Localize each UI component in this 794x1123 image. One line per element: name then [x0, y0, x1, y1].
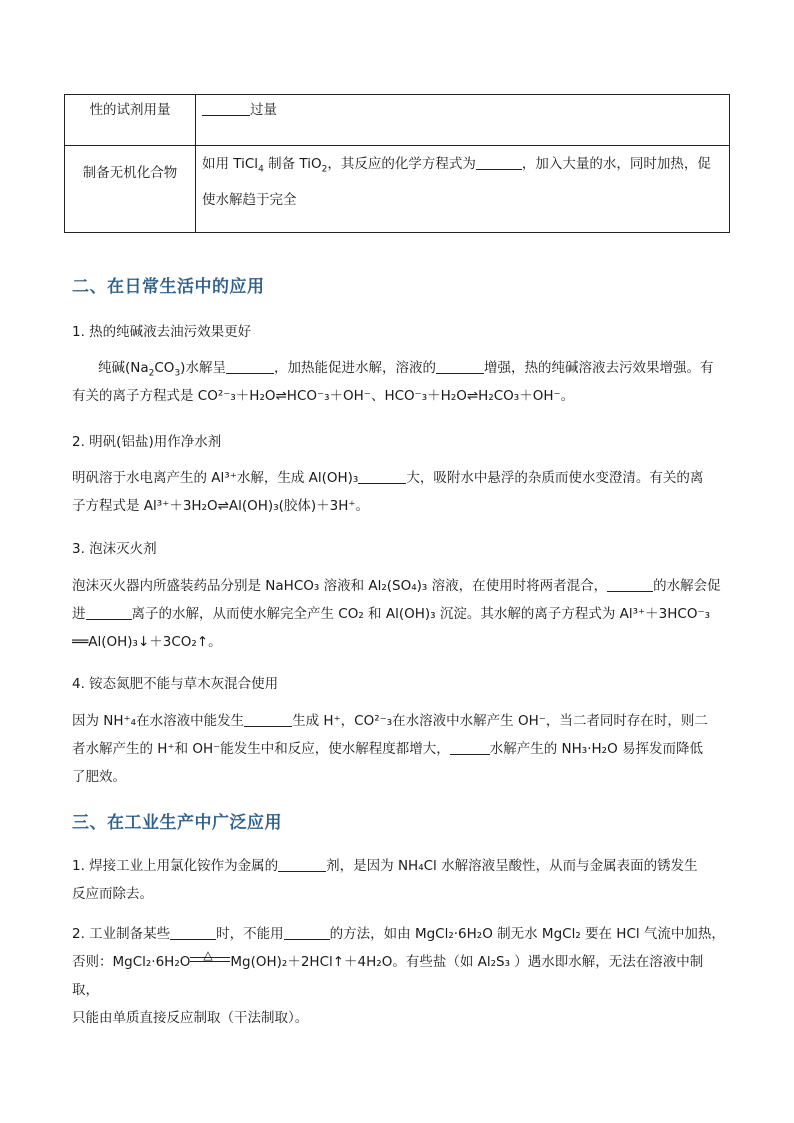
cell-text: 如用 TiCl	[202, 156, 259, 172]
blank	[358, 470, 406, 485]
blank	[476, 156, 522, 171]
paragraph: 1. 焊接工业上用氯化铵作为金属的 剂，是因为 NH₄Cl 水解溶液呈酸性，从而与金属表面的锈发生 反应而除去。	[72, 858, 698, 902]
paragraph: 纯碱$(Na_2CO_3)$水解呈 ，加热能促进水解，溶液的 增强，热的纯碱溶液去污效果增强。有 有关的离子方程式是 CO²⁻₃＋H₂O⇌HCO⁻₃＋OH⁻、HCO⁻₃＋H₂O⇌H₂CO₃＋OH⁻。	[72, 360, 714, 404]
item-title: 2. 明矾(铝盐)用作净水剂	[72, 434, 222, 450]
blank	[607, 578, 653, 593]
paragraph: 明矾溶于水电离产生的 Al³⁺水解，生成 Al(OH)₃ 大，吸附水中悬浮的杂质而使水变澄清。有关的离 子方程式是 Al³⁺＋3H₂O⇌Al(OH)₃(胶体)＋3H⁺。	[72, 470, 704, 514]
blank	[284, 926, 330, 941]
cell-text: 制备 TiO	[263, 156, 322, 172]
cell-text: 过量	[250, 102, 277, 118]
cell-text: 使水解趋于完全	[202, 192, 297, 208]
cell-text: ，其反应的化学方程式为	[327, 156, 476, 172]
blank	[450, 741, 490, 756]
cell-text: ，加入大量的水，同时加热，促	[521, 156, 711, 172]
blank	[202, 102, 250, 117]
blank	[170, 926, 216, 941]
paragraph: 2. 工业制备某些 时，不能用 的方法，如由 MgCl₂·6H₂O 制无水 MgCl₂ 要在 HCl 气流中加热， 否则：MgCl₂·6H₂O △ Mg(OH)₂＋2HCl↑＋4H₂O。有些盐（如 Al₂S₃ ）遇水即水解，无法在溶液中制取， 只能由单质直接反应制取（干法制取）。	[72, 926, 725, 1026]
paragraph: 因为 NH⁺₄在水溶液中能发生 生成 H⁺，CO²⁻₃在水溶液中水解产生 OH⁻，当二者同时存在时，则二 者水解产生的 H⁺和 OH⁻能发生中和反应，使水解程度都增大， 水解产生的 NH₃·H₂O 易挥发而降低 了肥效。	[72, 713, 708, 785]
blank	[436, 360, 484, 375]
row-label: 制备无机化合物	[82, 165, 178, 181]
blank	[226, 360, 274, 375]
row-label: 性的试剂用量	[89, 102, 171, 118]
paragraph: 泡沫灭火器内所盛装药品分别是 NaHCO₃ 溶液和 Al₂(SO₄)₃ 溶液，在使用时将两者混合， 的水解会促 进 离子的水解，从而使水解完全产生 CO₂ 和 Al(OH)₃ 沉淀。其水解的离子方程式为 Al³⁺＋3HCO⁻₃ ══Al(OH)₃↓＋3CO₂↑。	[72, 578, 721, 650]
application-table	[64, 94, 730, 233]
section-heading: 三、在工业生产中广泛应用	[72, 813, 282, 833]
heating-arrow: △	[190, 954, 230, 968]
blank	[244, 713, 292, 728]
blank	[278, 858, 326, 873]
item-title: 3. 泡沫灭火剂	[72, 541, 157, 557]
table-row: 制备无机化合物 如用 TiCl$_4$ 制备 TiO$_2$，其反应的化学方程式为 ，加入大量的水，同时加热，促 使水解趋于完全	[65, 146, 730, 233]
section-heading: 二、在日常生活中的应用	[72, 277, 265, 297]
item-title: 1. 热的纯碱液去油污效果更好	[72, 324, 252, 340]
blank	[86, 606, 132, 621]
item-title: 4. 铵态氮肥不能与草木灰混合使用	[72, 676, 279, 692]
table-row	[65, 95, 730, 146]
